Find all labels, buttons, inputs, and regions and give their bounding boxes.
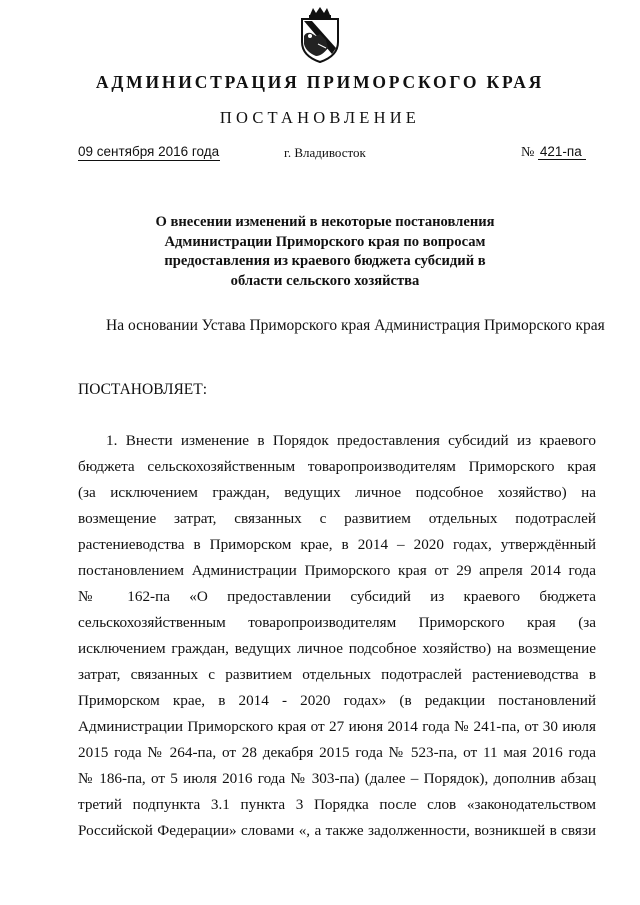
administration-title: АДМИНИСТРАЦИЯ ПРИМОРСКОГО КРАЯ bbox=[95, 72, 545, 92]
body-line: третий подпункта 3.1 пункта 3 Порядка после слов «законодательством bbox=[78, 796, 596, 813]
body-line: затрат, связанных с развитием отдельных подотраслей растениеводства в bbox=[78, 666, 596, 683]
subject-line: О внесении изменений в некоторые постановления bbox=[155, 214, 495, 230]
body-line: исключением граждан, ведущих личное подсобное хозяйство) на возмещение bbox=[78, 640, 596, 657]
document-number bbox=[521, 143, 586, 161]
body-line: возмещение затрат, связанных с развитием отдельных подотраслей bbox=[78, 510, 596, 527]
legal-basis: На основании Устава Приморского края Администрация Приморского края bbox=[106, 317, 605, 334]
body-line: Администрации Приморского края от 27 июня 2014 года № 241-па, от 30 июля bbox=[78, 718, 596, 735]
number-value: 421-па bbox=[538, 144, 586, 160]
body-line: № 186-па, от 5 июля 2016 года № 303-па) (далее – Порядок), дополнив абзац bbox=[78, 770, 596, 787]
body-line: 1. Внести изменение в Порядок предоставления субсидий из краевого bbox=[106, 432, 596, 449]
document-city: г. Владивосток bbox=[284, 145, 366, 160]
body-line: бюджета сельскохозяйственным товаропроизводителям Приморского края bbox=[78, 458, 596, 475]
subject-line: Администрации Приморского края по вопросам bbox=[164, 233, 486, 250]
body-line: сельскохозяйственным товаропроизводителям Приморского края (за bbox=[78, 614, 596, 631]
document-date: 09 сентября 2016 года bbox=[78, 144, 220, 159]
primorsky-coat-of-arms-icon bbox=[296, 6, 344, 64]
subject-line: области сельского хозяйства bbox=[230, 272, 420, 289]
body-line: 2015 года № 264-па, от 28 декабря 2015 года № 523-па, от 11 мая 2016 года bbox=[78, 744, 596, 761]
body-paragraph bbox=[78, 428, 596, 844]
body-line: № 162-па «О предоставлении субсидий из краевого бюджета bbox=[78, 588, 596, 605]
document-subject bbox=[140, 213, 510, 291]
body-line: Российской Федерации» словами «, а также задолженности, возникшей в связи bbox=[78, 822, 596, 839]
body-line: растениеводства в Приморском крае, в 2014 – 2020 годах, утверждённый bbox=[78, 536, 596, 553]
body-line: (за исключением граждан, ведущих личное подсобное хозяйство) на bbox=[78, 484, 596, 501]
body-line: постановлением Администрации Приморского края от 29 апреля 2014 года bbox=[78, 562, 596, 579]
subject-line: предоставления из краевого бюджета субсидий в bbox=[164, 253, 486, 269]
resolves-heading: ПОСТАНОВЛЯЕТ: bbox=[78, 381, 208, 398]
number-prefix: № bbox=[521, 145, 535, 160]
body-line: Приморском крае, в 2014 - 2020 годах» (в редакции постановлений bbox=[78, 692, 596, 709]
document-type: ПОСТАНОВЛЕНИЕ bbox=[219, 108, 421, 127]
